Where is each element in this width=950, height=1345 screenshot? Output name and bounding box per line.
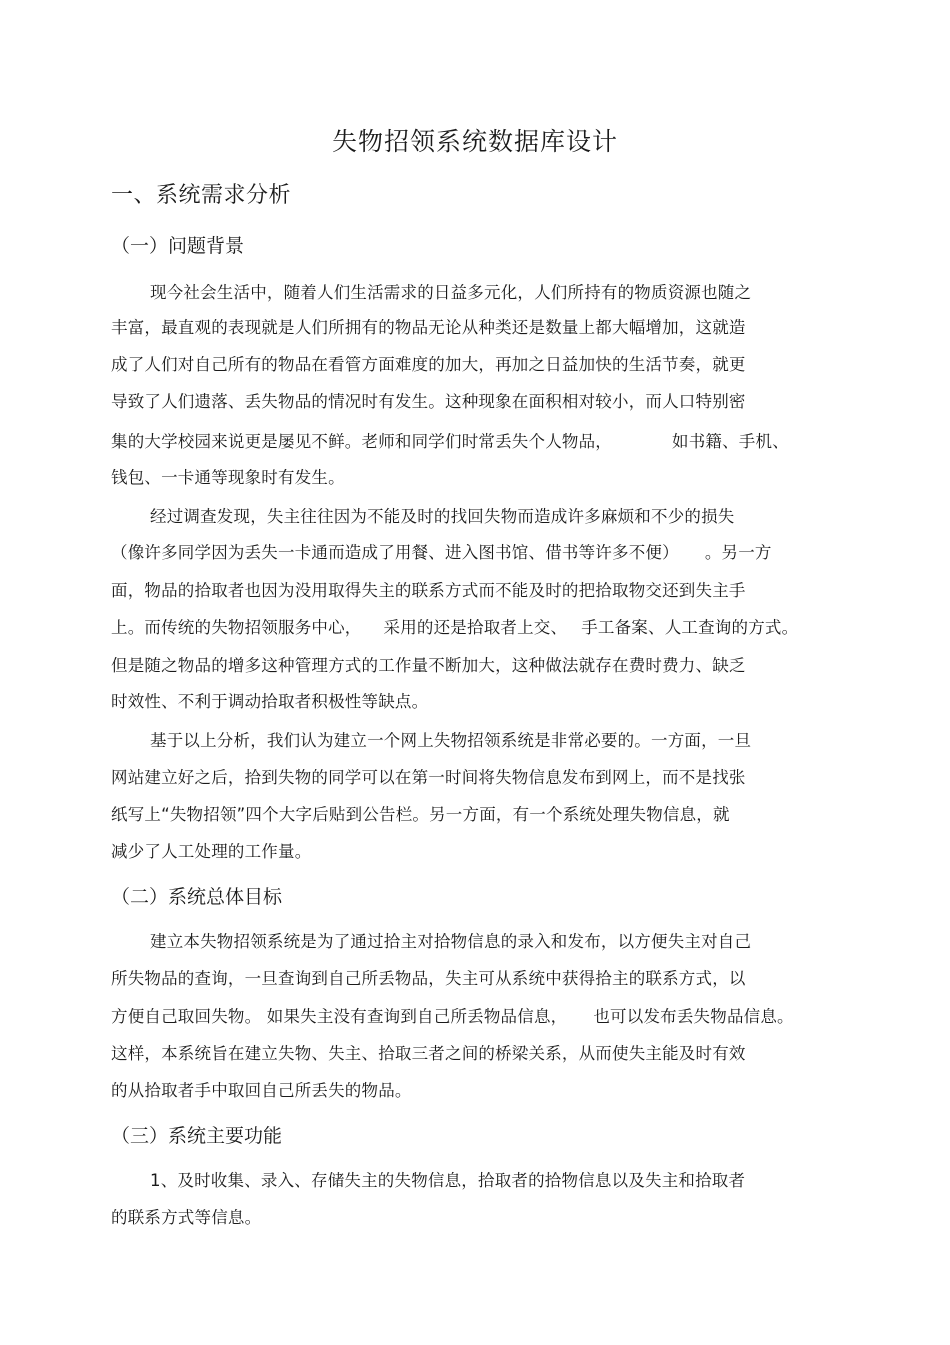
paragraph-line: 所失物品的查询，一旦查询到自己所丢物品，失主可从系统中获得拾主的联系方式，以 [111, 969, 746, 988]
paragraph-line: 1、及时收集、录入、存储失主的失物信息，拾取者的拾物信息以及失主和拾取者 [150, 1171, 746, 1190]
paragraph-line [111, 616, 798, 640]
text-segment: 方便自己取回失物。 如果失主没有查询到自己所丢物品信息， [111, 1007, 568, 1026]
paragraph-line: 网站建立好之后，拾到失物的同学可以在第一时间将失物信息发布到网上，而不是找张 [111, 768, 746, 787]
paragraph-line [111, 541, 772, 565]
subsection-heading-functions: （三）系统主要功能 [111, 1125, 283, 1147]
text-segment: 。另一方 [704, 543, 772, 562]
section-heading-requirements: 一、系统需求分析 [111, 183, 292, 208]
paragraph-line: 纸写上“失物招领”四个大字后贴到公告栏。另一方面，有一个系统处理失物信息，就 [111, 805, 730, 824]
text-segment: 手工备案、人工查询的方式。 [581, 618, 799, 637]
text-segment: 如书籍、手机、 [672, 432, 789, 451]
paragraph-line: 建立本失物招领系统是为了通过拾主对拾物信息的录入和发布，以方便失主对自己 [150, 932, 752, 951]
text-segment: 上。而传统的失物招领服务中心， [111, 618, 362, 637]
paragraph-line: 这样，本系统旨在建立失物、失主、拾取三者之间的桥梁关系，从而使失主能及时有效 [111, 1044, 746, 1063]
paragraph-line: 减少了人工处理的工作量。 [111, 842, 312, 861]
text-segment: 集的大学校园来说更是屡见不鲜。老师和同学们时常丢失个人物品， [111, 432, 612, 451]
document-title: 失物招领系统数据库设计 [331, 127, 618, 156]
paragraph-line: 钱包、一卡通等现象时有发生。 [111, 468, 345, 487]
text-segment: 也可以发布丢失物品信息。 [593, 1007, 794, 1026]
paragraph-line: 的联系方式等信息。 [111, 1208, 262, 1227]
paragraph-line: 时效性、不利于调动拾取者积极性等缺点。 [111, 692, 429, 711]
paragraph-line: 的从拾取者手中取回自己所丢失的物品。 [111, 1081, 412, 1100]
paragraph-line: 丰富，最直观的表现就是人们所拥有的物品无论从种类还是数量上都大幅增加，这就造 [111, 318, 746, 337]
paragraph-line [111, 1005, 794, 1029]
subsection-heading-goals: （二）系统总体目标 [111, 886, 283, 908]
paragraph-line: 面，物品的拾取者也因为没用取得失主的联系方式而不能及时的把拾取物交还到失主手 [111, 581, 746, 600]
paragraph-line: 基于以上分析，我们认为建立一个网上失物招领系统是非常必要的。一方面，一旦 [150, 731, 752, 750]
paragraph-line: 导致了人们遗落、丢失物品的情况时有发生。这种现象在面积相对较小，而人口特别密 [111, 392, 746, 411]
text-segment: 采用的还是拾取者上交、 [383, 618, 568, 637]
paragraph-line: 成了人们对自己所有的物品在看管方面难度的加大，再加之日益加快的生活节奏，就更 [111, 355, 746, 374]
subsection-heading-background: （一）问题背景 [111, 235, 245, 257]
paragraph-line: 但是随之物品的增多这种管理方式的工作量不断加大，这种做法就存在费时费力、缺乏 [111, 656, 746, 675]
paragraph-line: 经过调查发现，失主往往因为不能及时的找回失物而造成许多麻烦和不少的损失 [150, 507, 735, 526]
text-segment: （像许多同学因为丢失一卡通而造成了用餐、进入图书馆、借书等许多不便） [111, 543, 679, 562]
paragraph-line: 现今社会生活中，随着人们生活需求的日益多元化，人们所持有的物质资源也随之 [150, 283, 752, 302]
paragraph-line [111, 430, 789, 454]
